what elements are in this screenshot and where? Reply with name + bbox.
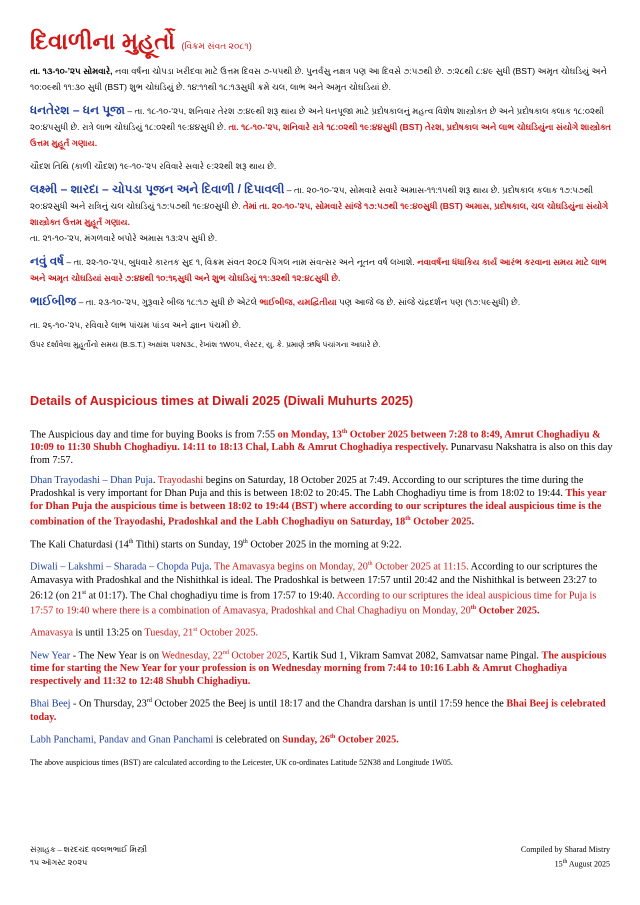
footer-left: સંગ્રાહક – શરદચંદ વલ્લભભાઈ મિસ્ત્રી ૧૫ ઑગસ્ટ ૨૦૨૫ <box>30 845 148 867</box>
title-subtitle: (વિક્રમ સંવત ૨૦૮૧) <box>181 41 252 51</box>
gu-paragraph-new-year: નવું વર્ષ – તા. ૨૨-૧૦-’૨૫, બુધવારે કારતક સુદ ૧, વિક્રમ સંવત ૨૦૮૨ પિંગલ નામ સંવત્સર અને નૂતન વર્ષ લખાશે. નવાવર્ષના ધંધાકિય કાર્ય આરંભ કરવાના સમય માટે લાભ અને અમૃત ચોઘડિયાં સવારે ૭:૪૪થી ૧૦:૧૬સુધી અને શુભ ચોઘડિયું ૧૧:૩૨થી ૧૨:૪૮સુધી છે. <box>30 254 607 283</box>
en-paragraph-dhan-puja: Dhan Trayodashi – Dhan Puja. Trayodashi begins on Saturday, 18 October 2025 at 7:49. According to our scriptures the time during the Pradoshkal is very important for Dhan Puja and this is between 18:02 to 20:45. The Labh Choghadiyu time is from 18:02 to 19:44. This year for Dhan Puja the auspicious time is between 18:02 to 19:44 (BST) where according to our scriptures the ideal auspicious time is the combination of the Trayodashi, Pradoshkal and the Labh Choghadiyu on Saturday, 18th October 2025. <box>30 475 607 528</box>
gu-paragraph-books: તા. ૧૩-૧૦-’૨૫ સોમવારે, નવા વર્ષના ચોપડા ખરીદવા માટે ઉત્તમ દિવસ ૭-૫૫થી છે. પુનર્વસુ નક્ષત્ર પણ આ દિવસે ૭:૫૭થી છે. ૭:૨૮થી ૮:૪૯ સુધી (BST) અમૃત ચોઘડિયું અને ૧૦:૦૯થી ૧૧:૩૦ સુધી (BST) શુભ ચોઘડિયું છે. ૧૪:૧૧થી ૧૮:૧૩સુધી ક્રમે ચલ, લાભ અને અમૃત ચોઘડિયાં છે. <box>30 66 607 92</box>
gu-paragraph-diwali: લક્ષ્મી – શારદા – ચોપડા પૂજન અને દિવાળી / દિપાવલી – તા. ૨૦-૧૦-’૨૫, સોમવારે સવારે અમાસ-૧૧:૧૫થી શરૂ થાય છે. પ્રદોષકાલ કલાક ૧૭:૫૭થી ૨૦:૪૨સુધી અને રાત્રિનું ચલ ચોઘડિયું ૧૭:૫૭થી ૧૯:૪૦સુધી છે. તેમાં તા. ૨૦-૧૦-’૨૫, સોમવારે સાંજે ૧૭:૫૭થી ૧૯:૪૦સુધી (BST) અમાસ, પ્રદોષકાલ, ચલ ચોઘડિયુંના સંયોગે શાસ્ત્રોક્ત ઉત્તમ મુહૂર્ત ગણાય. તા. ૨૧-૧૦-’૨૫, મંગળવારે બપોરે અમાસ ૧૩:૨૫ સુધી છે. <box>30 182 609 243</box>
en-paragraph-amavasya: Amavasya is until 13:25 on Tuesday, 21st October 2025. <box>30 627 259 639</box>
gu-paragraph-bhai-beej: ભાઈબીજ – તા. ૨૩-૧૦-’૨૫, ગુરૂવારે બીજ ૧૮:૧૭ સુધી છે એટલે ભાઈબીજ, યમદ્વિતીયા પણ આજે જ છે. સાંજે ચંદ્રદર્શન પણ (૧૭:૫૯સુધી) છે. <box>30 294 521 308</box>
footer-right: Compiled by Sharad Mistry 15th August 2025 <box>520 845 610 869</box>
en-paragraph-kali-chaturdasi: The Kali Chaturdasi (14th Tithi) starts on Sunday, 19th October 2025 in the morning at 9:22. <box>30 538 402 551</box>
english-title: Details of Auspicious times at Diwali 2025 (Diwali Muhurts 2025) <box>30 394 414 408</box>
document-page <box>30 28 615 777</box>
en-paragraph-books: The Auspicious day and time for buying Books is from 7:55 on Monday, 13th October 2025 between 7:28 to 8:49, Amrut Choghadiyu & 10:09 to 11:30 Shubh Choghadiyu. 14:11 to 18:13 Chal, Labh & Amrut Choghadiya respectively. Punarvasu Nakshatra is also on this day from 7:57. <box>30 429 613 467</box>
en-paragraph-labh-panchami: Labh Panchami, Pandav and Gnan Panchami is celebrated on Sunday, 26th October 2025. <box>30 733 399 745</box>
en-paragraph-new-year: New Year - The New Year is on Wednesday, 22nd October 2025, Kartik Sud 1, Vikram Samvat 2082, Samvatsar name Pingal. The auspicious time for starting the New Year for your profession is on Wednesday morning from 7:44 to 10:16 Labh & Amrut Choghadiya respectively and 11:32 to 12:48 Shubh Chighadiyu. <box>30 649 607 688</box>
gu-paragraph-dhanteras: ધનતેરશ – ધન પૂજા – તા. ૧૮-૧૦-’૨૫, શનિવાર તેરશ ૭:૪૯થી શરૂ થાય છે અને ધનપૂજા માટે પ્રદોષકાલનું મહત્વ વિશેષ શાસ્ત્રોક્ત છે અને પ્રદોષકાલ ક્લાક ૧૮:૦૨થી ૨૦:૪૫સુધી છે. રાત્રે લાભ ચોઘડિયું ૧૮:૦૨થી ૧૯:૪૪સુધી છે. તા. ૧૮-૧૦-’૨૫, શનિવારે રાત્રે ૧૮:૦૨થી ૧૯:૪૪સુધી (BST) તેરશ, પ્રદોષકાલ અને લાભ ચોઘડિયુંના સંયોગે શાસ્ત્રોક્ત ઉત્તમ મુહૂર્ત ગણાય. <box>30 103 612 148</box>
gu-footnote: ઉપર દર્શાવેલા મુહૂર્તોનો સમય (B.S.T.) અક્ષાંશ ૫૨N૩૮, રેખાંશ ૧W૦૫, લેસ્ટર, યુ. કે. પ્રમાણે ઋષિ પંચાંગના આધારે છે. <box>30 340 381 349</box>
gujarati-title: દિવાળીના મુહૂર્તો (વિક્રમ સંવત ૨૦૮૧) <box>30 28 252 54</box>
gu-paragraph-kali-chaudas: ચૌદશ તિથિ (કાળી ચૌદશ) ૧૯-૧૦-’૨૫ રવિવારે સવારે ૯:૨૨થી શરૂ થાય છે. <box>30 161 277 171</box>
gu-paragraph-labh-pancham: તા. ૨૬-૧૦-’૨૫, રવિવારે લાભ પાંચમ પાંડવ અને જ્ઞાન પંચમી છે. <box>30 320 241 330</box>
en-paragraph-diwali: Diwali – Lakshmi – Sharada – Chopda Puja. The Amavasya begins on Monday, 20th October 2025 at 11:15. According to our scriptures the Amavasya with Pradoshkal and the Nishithkal is ideal. The Pradoshkal is between 17:57 until 20:42 and the Nishithkal is between 23:27 to 26:12 (on 21st at 01:17). The Chal choghadiyu time is from 17:57 to 19:40. According to our scriptures the ideal auspicious time for Puja is 17:57 to 19:40 where there is a combination of Amavasya, Pradoshkal and Chal Chaghadiyu on Monday, 20th October 2025. <box>30 561 598 617</box>
en-footnote: The above auspicious times (BST) are calculated according to the Leicester, UK co-ordinates Latitude 52N38 and Longitude 1W05. <box>30 757 453 767</box>
en-paragraph-bhai-beej: Bhai Beej - On Thursday, 23rd October 2025 the Beej is until 18:17 and the Chandra darshan is until 17:59 hence the Bhai Beej is celebrated today. <box>30 698 606 723</box>
